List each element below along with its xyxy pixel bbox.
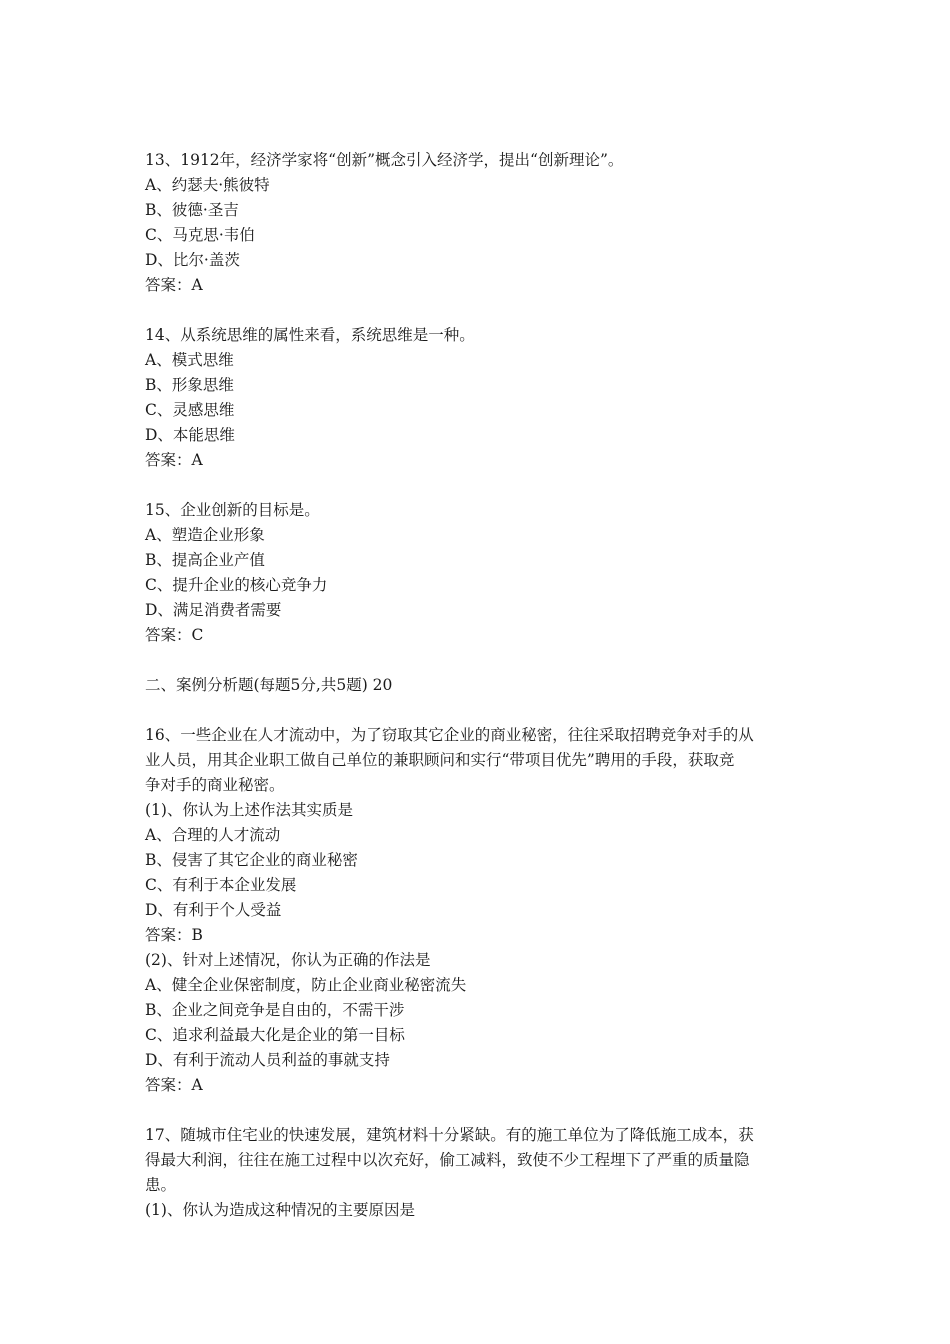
option-d: D、本能思维 (145, 426, 235, 444)
question-16 (145, 723, 810, 1098)
option-b: B、侵害了其它企业的商业秘密 (145, 851, 358, 869)
answer: 答案：C (145, 626, 204, 644)
option-c: C、马克思·韦伯 (145, 226, 255, 244)
option-b: B、企业之间竞争是自由的，不需干涉 (145, 1001, 405, 1019)
spacer (145, 1098, 810, 1123)
sub-question-2 (145, 948, 810, 1098)
question-stem: 15、企业创新的目标是。 (145, 501, 320, 519)
question-stem: 13、1912年，经济学家将“创新”概念引入经济学，提出“创新理论”。 (145, 151, 624, 169)
option-a: A、合理的人才流动 (145, 826, 281, 844)
question-15 (145, 498, 810, 648)
spacer (145, 298, 810, 323)
sub-question-stem: (2)、针对上述情况，你认为正确的作法是 (145, 951, 431, 969)
answer: 答案：A (145, 451, 203, 469)
option-c: C、提升企业的核心竞争力 (145, 576, 328, 594)
option-d: D、比尔·盖茨 (145, 251, 240, 269)
option-d: D、有利于流动人员利益的事就支持 (145, 1051, 390, 1069)
option-c: C、灵感思维 (145, 401, 235, 419)
option-d: D、有利于个人受益 (145, 901, 282, 919)
case-text-line: 16、一些企业在人才流动中，为了窃取其它企业的商业秘密，往往采取招聘竞争对手的从 (145, 726, 754, 744)
option-b: B、形象思维 (145, 376, 234, 394)
answer: 答案：B (145, 926, 203, 944)
question-stem: 14、从系统思维的属性来看，系统思维是一种。 (145, 326, 475, 344)
spacer (145, 698, 810, 723)
case-text-line: 业人员，用其企业职工做自己单位的兼职顾问和实行“带项目优先”聘用的手段，获取竞 (145, 751, 735, 769)
option-c: C、有利于本企业发展 (145, 876, 297, 894)
section-heading: 二、案例分析题(每题5分,共5题) 20 (145, 676, 393, 694)
question-13 (145, 148, 810, 298)
answer: 答案：A (145, 276, 203, 294)
option-b: B、提高企业产值 (145, 551, 265, 569)
spacer (145, 648, 810, 673)
sub-question-1 (145, 798, 810, 948)
option-a: A、约瑟夫·熊彼特 (145, 176, 270, 194)
sub-question-stem: (1)、你认为造成这种情况的主要原因是 (145, 1201, 415, 1219)
question-17 (145, 1123, 810, 1223)
spacer (145, 473, 810, 498)
answer: 答案：A (145, 1076, 203, 1094)
case-text-line: 得最大利润，往往在施工过程中以次充好，偷工减料，致使不少工程埋下了严重的质量隐 (145, 1151, 750, 1169)
option-d: D、满足消费者需要 (145, 601, 282, 619)
case-text-line: 17、随城市住宅业的快速发展，建筑材料十分紧缺。有的施工单位为了降低施工成本，获 (145, 1126, 754, 1144)
sub-question-stem: (1)、你认为上述作法其实质是 (145, 801, 353, 819)
case-text-line: 争对手的商业秘密。 (145, 776, 285, 794)
option-a: A、塑造企业形象 (145, 526, 265, 544)
document-page (145, 148, 810, 1223)
option-a: A、模式思维 (145, 351, 234, 369)
option-c: C、追求利益最大化是企业的第一目标 (145, 1026, 405, 1044)
option-b: B、彼德·圣吉 (145, 201, 239, 219)
case-text-line: 患。 (145, 1176, 177, 1194)
question-14 (145, 323, 810, 473)
option-a: A、健全企业保密制度，防止企业商业秘密流失 (145, 976, 467, 994)
